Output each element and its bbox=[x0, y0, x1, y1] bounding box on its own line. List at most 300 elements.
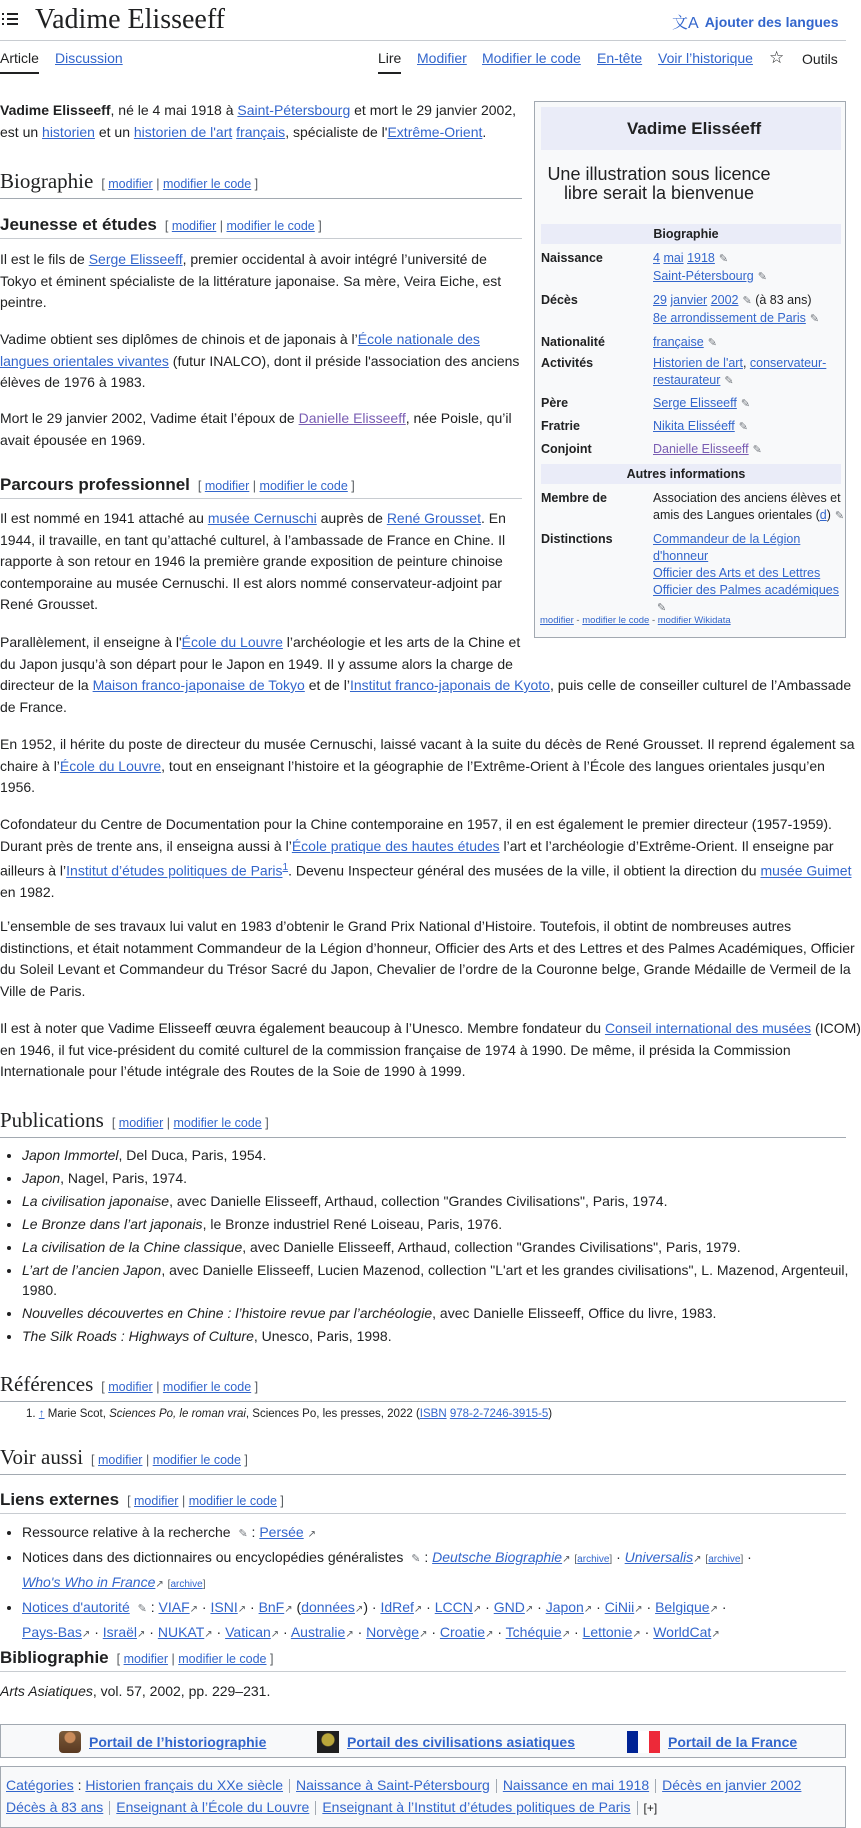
category-separator bbox=[109, 1801, 110, 1815]
sep: | bbox=[156, 177, 160, 191]
link-icom[interactable]: Conseil international des musées bbox=[604, 1020, 812, 1036]
edit-link[interactable]: modifier bbox=[134, 1494, 179, 1508]
link-notices-autorite[interactable]: Notices d'autorité bbox=[22, 1599, 130, 1615]
authority-link-19[interactable]: WorldCat bbox=[653, 1624, 712, 1640]
language-icon: 文A bbox=[672, 15, 699, 32]
category-link[interactable]: Naissance en mai 1918 bbox=[502, 1777, 650, 1793]
authority-link-12[interactable]: NUKAT bbox=[157, 1624, 205, 1640]
link-ecole-langues-orientales[interactable]: langues orientales vivantes bbox=[0, 352, 169, 369]
authority-link-8[interactable]: CiNii bbox=[604, 1599, 635, 1615]
text: est un bbox=[0, 123, 43, 140]
section-edit-links: [ modifier | modifier le code ] bbox=[111, 1116, 269, 1130]
watch-star-icon[interactable]: ☆ bbox=[769, 48, 785, 67]
sep: - bbox=[649, 615, 658, 626]
pencil-icon[interactable]: ✎ bbox=[137, 1603, 147, 1615]
text: Association des anciens élèves et bbox=[653, 491, 841, 505]
edit-code-link[interactable]: modifier le code bbox=[582, 615, 650, 626]
external-link-icon: ↗ bbox=[81, 1629, 91, 1640]
portal-historiographie[interactable] bbox=[59, 1731, 266, 1753]
link-rene-grousset[interactable]: René Grousset bbox=[386, 510, 481, 526]
date-link[interactable]: 4 bbox=[653, 251, 660, 265]
pencil-icon[interactable]: ✎ bbox=[809, 313, 820, 325]
value-link[interactable]: Historien de l'art bbox=[653, 356, 743, 370]
text: Tokyo et éminent spécialiste de la littérature japonaise. Sa mère, Veira Eiche, est bbox=[0, 272, 502, 289]
link-ecole-langues-orientales[interactable]: École nationale des bbox=[357, 331, 480, 347]
section-heading-parcours bbox=[0, 473, 522, 499]
text: René Grousset. bbox=[0, 596, 99, 612]
list-item bbox=[22, 1303, 846, 1323]
edit-link[interactable]: modifier bbox=[204, 479, 250, 493]
category-separator bbox=[315, 1801, 316, 1815]
list-item bbox=[22, 1191, 846, 1211]
categories-box bbox=[0, 1766, 846, 1828]
category-separator bbox=[496, 1779, 497, 1793]
text: ) bbox=[826, 508, 831, 522]
authority-link-6[interactable]: GND bbox=[493, 1599, 525, 1615]
row-label: Conjoint bbox=[541, 442, 592, 456]
text: Mort le 29 janvier 2002, Vadime était l’époux de bbox=[0, 410, 299, 426]
edit-code-link[interactable]: modifier le code bbox=[188, 1494, 277, 1508]
place-link[interactable]: Saint-Pétersbourg bbox=[653, 269, 754, 283]
value-link[interactable]: d'honneur bbox=[653, 549, 709, 563]
row-value bbox=[653, 334, 845, 352]
pub-title: L’art de l’ancien Japon bbox=[22, 1262, 162, 1278]
text: . En bbox=[480, 510, 506, 526]
paragraph bbox=[0, 249, 530, 314]
authority-link-13[interactable]: Vatican bbox=[225, 1624, 271, 1640]
tab-edit[interactable]: Modifier bbox=[417, 50, 467, 66]
authority-link-3[interactable]: données bbox=[301, 1599, 355, 1615]
edit-wikidata-link[interactable]: modifier Wikidata bbox=[657, 615, 731, 626]
date-link[interactable]: 29 bbox=[653, 293, 667, 307]
authority-link-17[interactable]: Tchéquie bbox=[505, 1624, 562, 1640]
external-link-icon: ↗ bbox=[189, 1604, 199, 1615]
external-link-icon: ↗ bbox=[709, 1604, 718, 1615]
row-label: Fratrie bbox=[541, 419, 580, 433]
paragraph bbox=[0, 916, 855, 1002]
edit-link[interactable]: modifier bbox=[123, 1652, 169, 1666]
edit-code-link[interactable]: modifier le code bbox=[162, 1380, 252, 1394]
external-link-icon: ↗ bbox=[413, 1604, 423, 1615]
value-link[interactable]: Nikita Elisséeff bbox=[653, 419, 735, 433]
infobox-footer bbox=[540, 612, 731, 629]
row-value bbox=[653, 250, 845, 286]
text: chaire à l’ bbox=[0, 757, 60, 774]
list-item bbox=[22, 1168, 846, 1188]
text: directeur de la bbox=[0, 677, 93, 693]
heading-text: Voir aussi bbox=[0, 1445, 84, 1469]
category-link[interactable]: Naissance à Saint-Pétersbourg bbox=[296, 1777, 490, 1793]
date-link[interactable]: 2002 bbox=[710, 293, 739, 307]
text: 1944, il travaille, en tant qu’attaché culturel, à l’ambassade de France en Chine. Il bbox=[0, 531, 506, 548]
text: Internationale pour l’étude intégrale des Routes de la Soie de 1990 à 1999. bbox=[0, 1063, 466, 1079]
sep: | bbox=[181, 1494, 186, 1508]
paragraph bbox=[0, 814, 852, 904]
text: (futur INALCO), dont il préside l'association des anciens bbox=[168, 352, 520, 369]
row-label: Naissance bbox=[541, 251, 603, 265]
list-item: • Notices d'autorité ✎ : VIAF↗ · ISNI↗ · BnF↗ (données↗) · IdRef↗ · LCCN↗ · GND↗ · Japon↗ · CiNii↗ · Belgique↗ · Pays-Bas↗ · Israël↗ · NUKAT↗ · Vatican↗ · Australie↗ · Norvège↗ · Croatie↗ · Tchéquie↗ · Lettonie↗ · WorldCat↗ bbox=[22, 1596, 846, 1646]
archive-link[interactable]: archive bbox=[170, 1579, 203, 1590]
archive-link[interactable]: archive bbox=[708, 1554, 741, 1565]
link-musee-cernuschi[interactable]: musée Cernuschi bbox=[207, 510, 317, 526]
external-link-icon: ↗ bbox=[345, 1629, 354, 1640]
link-saint-petersbourg[interactable]: Saint-Pétersbourg bbox=[237, 102, 351, 118]
pub-rest: 1980. bbox=[22, 1282, 58, 1298]
infobox-section-biographie: Biographie bbox=[541, 224, 841, 244]
text: du Japon jusqu’à son départ pour le Japon en 1949. Il y assume alors la charge de bbox=[0, 655, 513, 672]
text: contemporaine au musée Cernuschi. Il est alors nommé conservateur-adjoint par bbox=[0, 574, 502, 591]
text: , né le 4 mai 1918 à bbox=[110, 102, 238, 118]
portal-france[interactable] bbox=[627, 1731, 797, 1753]
paragraph bbox=[0, 508, 530, 616]
infobox-row-naissance bbox=[541, 250, 845, 286]
isbn-number-link[interactable]: 978-2-7246-3915-5 bbox=[449, 1408, 549, 1420]
section-heading-liens-externes bbox=[0, 1488, 846, 1514]
external-links-list bbox=[22, 1521, 846, 1646]
pub-rest: , Unesco, Paris, 1998. bbox=[253, 1328, 392, 1344]
text: . bbox=[482, 123, 487, 140]
bibliography-item bbox=[0, 1681, 270, 1703]
category-link[interactable]: Enseignant à l’Institut d’études politiques de Paris bbox=[322, 1799, 631, 1815]
paragraph bbox=[0, 1018, 861, 1083]
category-separator bbox=[655, 1779, 656, 1793]
pencil-icon[interactable]: ✎ bbox=[718, 253, 729, 265]
link-institut-franco-japonais[interactable]: Institut franco-japonais de Kyoto bbox=[349, 677, 550, 693]
link-deutsche-biographie[interactable]: Deutsche Biographie bbox=[432, 1549, 563, 1565]
row-value bbox=[653, 441, 845, 459]
category-link[interactable]: Historien français du XXe siècle bbox=[85, 1777, 284, 1793]
ref-title: Sciences Po, le roman vrai bbox=[109, 1408, 246, 1420]
sep: | bbox=[156, 1380, 160, 1394]
link-historien[interactable]: historien bbox=[42, 123, 95, 140]
edit-code-link[interactable]: modifier le code bbox=[178, 1652, 267, 1666]
link-universalis[interactable]: Universalis bbox=[624, 1549, 694, 1565]
add-languages-button[interactable] bbox=[672, 10, 839, 33]
sep: | bbox=[252, 479, 257, 493]
text: du Soleil Levant et Commandeur du Trésor Sacré du Japon, Chevalier de l’ordre de la Couronne belge, Grande Médaille de Vermeil de la bbox=[0, 961, 851, 977]
text: de France. bbox=[0, 698, 67, 715]
infobox bbox=[534, 101, 846, 638]
list-item bbox=[22, 1145, 846, 1165]
text: en 1946, il fut vice-président du comité culturel de la commission française de 1974 à 1990. De même, il présida la Commission bbox=[0, 1041, 791, 1058]
ref-backlink[interactable]: ↑ bbox=[38, 1408, 45, 1420]
edit-link[interactable]: modifier bbox=[108, 177, 153, 191]
edit-link[interactable]: modifier bbox=[118, 1116, 164, 1130]
external-link-icon: ↗ bbox=[155, 1579, 164, 1590]
portal-label[interactable]: Portail de la France bbox=[668, 1734, 798, 1750]
date-link[interactable]: janvier bbox=[670, 293, 708, 307]
row-label: Distinctions bbox=[541, 532, 613, 546]
sep: | bbox=[166, 1116, 170, 1130]
external-link-icon: ↗ bbox=[419, 1629, 428, 1640]
text: , née Poisle, qu’il bbox=[405, 410, 512, 426]
section-edit-links: [ modifier | modifier le code ] bbox=[101, 177, 259, 191]
link-francais[interactable]: français bbox=[236, 123, 286, 140]
edit-code-link[interactable]: modifier le code bbox=[173, 1116, 262, 1130]
authority-link-2[interactable]: BnF bbox=[258, 1599, 285, 1615]
text: élèves de 1976 à 1983. bbox=[0, 374, 146, 390]
pub-rest: , Nagel, Paris, 1974. bbox=[60, 1170, 188, 1186]
date-link[interactable]: mai bbox=[663, 251, 684, 265]
text: en 1982. bbox=[0, 884, 55, 901]
text: ) bbox=[548, 1408, 553, 1420]
add-languages-label: Ajouter des langues bbox=[704, 13, 839, 30]
text: Il est nommé en 1941 attaché au bbox=[0, 510, 208, 526]
placeholder-text: libre serait la bienvenue bbox=[563, 183, 755, 203]
tab-edit-code[interactable]: Modifier le code bbox=[482, 50, 581, 66]
text: En 1952, il hérite du poste de directeur du musée Cernuschi, laissé vacant à la suite du décès de René Grousset. Il reprend également sa bbox=[0, 736, 855, 752]
section-edit-links: [ modifier | modifier le code ] bbox=[197, 479, 355, 493]
authority-link-18[interactable]: Lettonie bbox=[582, 1624, 633, 1640]
text: Il est à noter que Vadime Elisseeff œuvra également beaucoup à l’Unesco. Membre fondateur du bbox=[0, 1020, 605, 1036]
portal-label[interactable]: Portail de l’historiographie bbox=[89, 1734, 267, 1750]
edit-code-link[interactable]: modifier le code bbox=[226, 219, 315, 233]
infobox-row-conjoint bbox=[541, 441, 845, 459]
list-item bbox=[22, 1260, 849, 1300]
link-musee-guimet[interactable]: musée Guimet bbox=[760, 862, 852, 879]
edit-code-link[interactable]: modifier le code bbox=[162, 177, 252, 191]
text: , premier occidental à avoir intégré l’université de bbox=[182, 251, 487, 267]
row-label: Nationalité bbox=[541, 335, 605, 349]
authority-link-9[interactable]: Belgique bbox=[655, 1599, 710, 1615]
section-edit-links: [ modifier | modifier le code ] bbox=[164, 219, 322, 233]
placeholder-text: Une illustration sous licence bbox=[547, 164, 771, 184]
tab-header[interactable]: En-tête bbox=[597, 50, 643, 66]
value-link[interactable]: Commandeur de la Légion bbox=[653, 532, 801, 546]
link-danielle-elisseeff[interactable]: Danielle Elisseeff bbox=[298, 410, 406, 426]
external-link-icon: ↗ bbox=[485, 1629, 494, 1640]
link-maison-franco-japonaise[interactable]: Maison franco-japonaise de Tokyo bbox=[92, 677, 305, 693]
ref-number: 1. bbox=[26, 1408, 36, 1420]
authority-links: VIAF↗ · ISNI↗ · BnF↗ (données↗) · IdRef↗ · LCCN↗ · GND↗ · Japon↗ · CiNii↗ · Belgique↗ · Pays-Bas↗ · Israël↗ · NUKAT↗ · Vatican↗ · Australie↗ · Norvège↗ · Croatie↗ · Tchéquie↗ · Lettonie↗ · WorldCat↗ bbox=[22, 1599, 727, 1640]
edit-link[interactable]: modifier bbox=[540, 615, 574, 626]
list-item bbox=[22, 1214, 846, 1234]
row-value bbox=[653, 418, 845, 436]
link-ecole-du-louvre[interactable]: École du Louvre bbox=[181, 634, 283, 650]
page-title: Vadime Elisseeff bbox=[35, 4, 225, 35]
sep: | bbox=[219, 219, 224, 233]
age-text: (à 83 ans) bbox=[755, 293, 812, 307]
text: Il est le fils de bbox=[0, 251, 89, 267]
external-link-icon: ↗ bbox=[204, 1629, 213, 1640]
pub-title: Nouvelles découvertes en Chine : l’histoire revue par l’archéologie bbox=[22, 1305, 433, 1321]
text: amis des Langues orientales ( bbox=[653, 508, 820, 522]
tab-discussion[interactable]: Discussion bbox=[55, 50, 123, 66]
authority-link-0[interactable]: VIAF bbox=[158, 1599, 190, 1615]
list-item bbox=[22, 1521, 846, 1546]
external-link-icon: ↗ bbox=[284, 1604, 293, 1615]
infobox-row-nationalite bbox=[541, 334, 845, 352]
section-heading-jeunesse bbox=[0, 213, 522, 239]
link-whos-who[interactable]: Who's Who in France bbox=[22, 1574, 156, 1590]
authority-link-11[interactable]: Israël bbox=[102, 1624, 137, 1640]
category-link[interactable]: Décès en janvier 2002 bbox=[662, 1777, 802, 1793]
sep: | bbox=[145, 1453, 150, 1467]
pub-title: Le Bronze dans l’art japonais bbox=[22, 1216, 203, 1232]
value-link[interactable]: conservateur- bbox=[749, 356, 827, 370]
archive-link[interactable]: archive bbox=[577, 1554, 610, 1565]
historiography-icon bbox=[59, 1731, 81, 1753]
portals-bar bbox=[0, 1724, 846, 1758]
text: Vadime obtient ses diplômes de chinois et de japonais à l’ bbox=[0, 331, 358, 347]
text: Notices dans des dictionnaires ou encyclopédies généralistes bbox=[22, 1549, 404, 1565]
external-link-icon: ↗ bbox=[237, 1604, 247, 1615]
heading-text: Références bbox=[0, 1372, 94, 1396]
authority-link-14[interactable]: Australie bbox=[290, 1624, 346, 1640]
pencil-icon[interactable]: ✎ bbox=[707, 337, 717, 349]
pencil-icon[interactable]: ✎ bbox=[752, 444, 762, 456]
portal-civilisations-asiatiques[interactable] bbox=[317, 1731, 575, 1753]
authority-link-5[interactable]: LCCN bbox=[434, 1599, 473, 1615]
pencil-icon[interactable]: ✎ bbox=[724, 375, 734, 387]
infobox-row-distinctions bbox=[541, 531, 845, 617]
paragraph bbox=[0, 734, 855, 799]
infobox-row-fratrie bbox=[541, 418, 845, 436]
text: l’art et l’archéologie d’Extrême-Orient. Il enseigne par bbox=[499, 837, 834, 854]
place-link[interactable]: 8e arrondissement de Paris bbox=[653, 311, 806, 325]
pub-rest: , avec Danielle Elisseeff, Lucien Mazenod, collection "L'art et les grandes civilisations", L. Mazenod, Argenteuil, bbox=[161, 1262, 849, 1278]
tab-read[interactable]: Lire bbox=[378, 50, 402, 66]
text: l’archéologie et les arts de la Chine et bbox=[282, 634, 521, 650]
text: : bbox=[247, 1524, 260, 1540]
text: Ressource relative à la recherche bbox=[22, 1524, 231, 1540]
france-flag-icon bbox=[627, 1731, 660, 1753]
value-link[interactable]: Danielle Elisseeff bbox=[653, 442, 749, 456]
subject-name: Vadime Elisseeff bbox=[0, 102, 111, 118]
heading-text: Jeunesse et études bbox=[0, 215, 157, 234]
value-link[interactable]: restaurateur bbox=[653, 373, 721, 387]
section-heading-references bbox=[0, 1370, 846, 1402]
text: (ICOM) bbox=[811, 1020, 861, 1036]
row-value bbox=[653, 292, 845, 328]
external-link-icon: ↗ bbox=[270, 1629, 280, 1640]
text: Cofondateur du Centre de Documentation pour la Chine contemporaine en 1957, il en est également le premier directeur (1957-1959). bbox=[0, 816, 832, 832]
external-link-icon: ↗ bbox=[693, 1554, 702, 1565]
date-link[interactable]: 1918 bbox=[687, 251, 715, 265]
edit-link[interactable]: modifier bbox=[98, 1453, 143, 1467]
row-value bbox=[653, 490, 845, 525]
pencil-icon[interactable]: ✎ bbox=[834, 510, 845, 522]
heading-text: Parcours professionnel bbox=[0, 475, 190, 494]
pub-title: Japon Immortel bbox=[22, 1147, 119, 1163]
text: rapporte à son retour en 1946 la première grande exposition de peinture chinoise bbox=[0, 553, 503, 569]
sep: | bbox=[171, 1652, 175, 1666]
pencil-icon[interactable]: ✎ bbox=[411, 1553, 421, 1565]
text: . Devenu Inspecteur général des musées de la ville, il obtient la direction du bbox=[288, 862, 761, 879]
pencil-icon[interactable]: ✎ bbox=[742, 295, 752, 307]
pencil-icon[interactable]: ✎ bbox=[657, 602, 667, 614]
infobox-row-membre bbox=[541, 490, 845, 525]
heading-text: Publications bbox=[0, 1108, 104, 1132]
text: , spécialiste de l' bbox=[285, 123, 388, 140]
tools-menu[interactable]: Outils bbox=[802, 51, 838, 67]
expand-categories-button[interactable]: [+] bbox=[643, 1801, 658, 1815]
edit-link[interactable]: modifier bbox=[108, 1380, 153, 1394]
row-value: Historien de l'art, conservateur- restaurateur ✎ bbox=[653, 356, 827, 387]
edit-link[interactable]: modifier bbox=[171, 219, 217, 233]
section-edit-links: [ modifier | modifier le code ] bbox=[116, 1652, 274, 1666]
external-link-icon: ↗ bbox=[634, 1604, 643, 1615]
pencil-icon[interactable]: ✎ bbox=[757, 271, 767, 283]
section-edit-links: [ modifier | modifier le code ] bbox=[91, 1453, 248, 1467]
list-item: • Notices dans des dictionnaires ou encyclopédies généralistes ✎ : Deutsche Biographie↗ [archive] · Universalis↗ [archive] · Who's Who in France↗ [archive] bbox=[22, 1546, 846, 1596]
link-ecole-du-louvre[interactable]: École du Louvre bbox=[59, 757, 162, 774]
text: : bbox=[420, 1549, 433, 1565]
external-link-icon: ↗ bbox=[562, 1554, 571, 1565]
external-link-icon: ↗ bbox=[561, 1629, 571, 1640]
category-links bbox=[6, 1777, 801, 1815]
portal-label[interactable]: Portail des civilisations asiatiques bbox=[347, 1734, 575, 1750]
reference-link[interactable]: 1 bbox=[282, 862, 289, 873]
link-extreme-orient[interactable]: Extrême-Orient bbox=[387, 123, 483, 140]
text: Ville de Paris. bbox=[0, 982, 86, 999]
external-link-icon: ↗ bbox=[632, 1629, 641, 1640]
pencil-icon[interactable]: ✎ bbox=[740, 398, 751, 410]
external-link-icon: ↗ bbox=[472, 1604, 482, 1615]
text: et mort le 29 janvier 2002, bbox=[350, 102, 516, 118]
edit-code-link[interactable]: modifier le code bbox=[152, 1453, 241, 1467]
authority-link-4[interactable]: IdRef bbox=[380, 1599, 414, 1615]
infobox-row-deces bbox=[541, 292, 845, 328]
authority-link-16[interactable]: Croatie bbox=[439, 1624, 486, 1640]
header bbox=[0, 0, 846, 41]
text: et de l’ bbox=[304, 677, 350, 693]
pencil-icon[interactable]: ✎ bbox=[738, 421, 748, 433]
value-link[interactable]: française bbox=[653, 335, 704, 349]
link-ephe[interactable]: École pratique des hautes études bbox=[291, 837, 500, 854]
value-link[interactable]: Officier des Arts et des Lettres bbox=[653, 566, 821, 580]
categories-link[interactable]: Catégories bbox=[6, 1777, 74, 1793]
external-link-icon: ↗ bbox=[583, 1604, 593, 1615]
external-link-icon: ↗ bbox=[137, 1629, 146, 1640]
section-heading-publications bbox=[0, 1106, 846, 1138]
authority-link-15[interactable]: Norvège bbox=[366, 1624, 420, 1640]
link-historien-art[interactable]: historien de l'art bbox=[133, 123, 233, 140]
tab-history[interactable]: Voir l’historique bbox=[658, 50, 753, 66]
paragraph bbox=[0, 408, 530, 451]
list-item bbox=[22, 1326, 846, 1346]
edit-code-link[interactable]: modifier le code bbox=[259, 479, 348, 493]
text: auprès de bbox=[316, 510, 387, 526]
heading-text: Liens externes bbox=[0, 1490, 120, 1509]
pub-title: The Silk Roads : Highways of Culture bbox=[22, 1328, 254, 1344]
section-edit-links: [ modifier | modifier le code ] bbox=[101, 1380, 259, 1394]
link-sciences-po[interactable]: Institut d’études politiques de Paris bbox=[66, 862, 283, 879]
value-link[interactable]: Officier des Palmes académiques bbox=[653, 583, 839, 597]
isbn-link[interactable]: ISBN bbox=[419, 1408, 447, 1420]
text: Parallèlement, il enseigne à l' bbox=[0, 634, 182, 650]
category-link[interactable]: Décès à 83 ans bbox=[6, 1799, 104, 1815]
row-label: Membre de bbox=[541, 491, 607, 505]
pencil-icon[interactable]: ✎ bbox=[238, 1528, 248, 1540]
category-link[interactable]: Enseignant à l’École du Louvre bbox=[116, 1799, 310, 1815]
row-label: Père bbox=[541, 396, 569, 410]
text: Marie Scot, bbox=[44, 1408, 110, 1420]
value-link[interactable]: Serge Elisseeff bbox=[653, 396, 737, 410]
authority-link-1[interactable]: ISNI bbox=[210, 1599, 238, 1615]
section-heading-biographie bbox=[0, 167, 522, 199]
list-item bbox=[22, 1237, 846, 1257]
publications-list bbox=[22, 1145, 849, 1346]
wikidata-link[interactable]: d bbox=[819, 508, 827, 522]
authority-link-10[interactable]: Pays-Bas bbox=[22, 1624, 82, 1640]
link-persee[interactable]: Persée bbox=[259, 1524, 304, 1540]
main-menu-icon[interactable] bbox=[2, 11, 18, 27]
text: distinctions, et était notamment Commandeur de la Légion d’honneur, Officier des Arts et des Lettres et des Palmes Académiques, Officier bbox=[0, 939, 855, 956]
tab-article[interactable]: Article bbox=[0, 50, 39, 66]
link-serge-elisseeff[interactable]: Serge Elisseeff bbox=[88, 251, 183, 267]
authority-link-7[interactable]: Japon bbox=[545, 1599, 584, 1615]
